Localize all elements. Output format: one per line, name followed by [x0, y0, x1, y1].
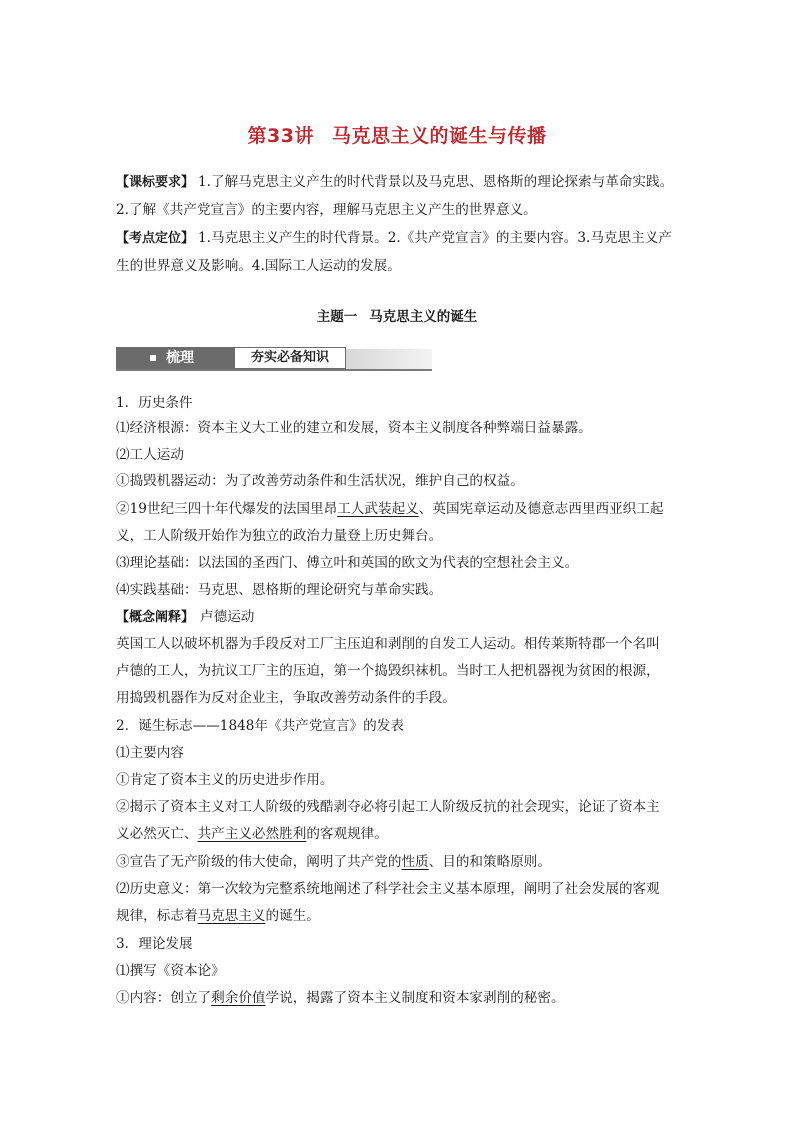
subject-heading: 主题一 马克思主义的诞生: [316, 309, 478, 325]
underlined-term: 共产主义必然胜利: [197, 826, 307, 842]
square-bullet-icon: [150, 355, 156, 361]
section-banner: [116, 347, 432, 371]
section-2-1b-line-1: ②揭示了资本主义对工人阶级的残酷剥夺必将引起工人阶级反抗的社会现实，论证了资本主: [116, 799, 660, 815]
concept-text-1: 英国工人以破坏机器为手段反对工厂主压迫和剥削的自发工人运动。相传莱斯特郡一个名叫: [116, 636, 660, 652]
lecture-number: 第33讲: [247, 125, 314, 147]
underlined-term: 剩余价值: [211, 990, 266, 1006]
section-3-heading: 3．理论发展: [116, 936, 193, 952]
exam-points-label: 【考点定位】: [116, 231, 195, 246]
banner-dark-tab: [116, 347, 234, 369]
section-2-1c: ③宣告了无产阶级的伟大使命，阐明了共产党的性质、目的和策略原则。: [116, 854, 551, 870]
concept-text-3: 用捣毁机器作为反对企业主，争取改善劳动条件的手段。: [116, 690, 456, 706]
requirements-label: 【课标要求】: [116, 175, 195, 190]
banner-light-label: 夯实必备知识: [234, 347, 346, 369]
banner-rule: [116, 369, 432, 371]
section-2-1: ⑴主要内容: [116, 745, 184, 761]
section-3-1a: ①内容：创立了剩余价值学说，揭露了资本主义制度和资本家剥削的秘密。: [116, 990, 565, 1006]
exam-points-line-1: 【考点定位】 1.马克思主义产生的时代背景。2.《共产党宣言》的主要内容。3.马克思主义产: [116, 230, 672, 246]
underlined-term: 性质: [401, 854, 429, 870]
section-2-2-line-1: ⑵历史意义：第一次较为完整系统地阐述了科学社会主义基本原理，阐明了社会发展的客观: [116, 881, 660, 897]
section-1-2: ⑵工人运动: [116, 447, 184, 463]
concept-term: 卢德运动: [200, 609, 255, 625]
section-1-3: ⑶理论基础：以法国的圣西门、傅立叶和英国的欧文为代表的空想社会主义。: [116, 555, 579, 571]
section-2-heading: 2．诞生标志——1848年《共产党宣言》的发表: [116, 718, 404, 734]
section-2-1b-line-2: 义必然灭亡、共产主义必然胜利的客观规律。: [116, 826, 388, 842]
section-2-1a: ①肯定了资本主义的历史进步作用。: [116, 772, 334, 788]
exam-points-line-2: 生的世界意义及影响。4.国际工人运动的发展。: [116, 258, 401, 274]
section-1-4: ⑷实践基础：马克思、恩格斯的理论研究与革命实践。: [116, 582, 443, 598]
banner-fade: [346, 349, 432, 369]
section-1-1: ⑴经济根源：资本主义大工业的建立和发展，资本主义制度各种弊端日益暴露。: [116, 420, 592, 436]
section-1-2b-line-2: 义，工人阶级开始作为独立的政治力量登上历史舞台。: [116, 528, 443, 544]
lecture-topic: 马克思主义的诞生与传播: [331, 125, 547, 147]
section-1-2b-line-1: ②19世纪三四十年代爆发的法国里昂工人武装起义、英国宪章运动及德意志西里西亚织工起: [116, 501, 664, 517]
concept-label: 【概念阐释】: [116, 610, 195, 625]
section-2-2-line-2: 规律，标志着马克思主义的诞生。: [116, 908, 320, 924]
requirements-line-1: 【课标要求】 1.了解马克思主义产生的时代背景以及马克思、恩格斯的理论探索与革命实践。: [116, 174, 674, 190]
section-1-2a: ①捣毁机器运动：为了改善劳动条件和生活状况，维护自己的权益。: [116, 473, 524, 489]
underlined-term: 马克思主义: [197, 908, 266, 924]
section-1-heading: 1．历史条件: [116, 395, 193, 411]
page-title: [0, 121, 794, 148]
banner-dark-label: 梳理: [166, 350, 194, 366]
requirements-line-2: 2.了解《共产党宣言》的主要内容，理解马克思主义产生的世界意义。: [116, 202, 537, 218]
concept-text-2: 卢德的工人，为抗议工厂主的压迫，第一个捣毁织袜机。当时工人把机器视为贫困的根源，: [116, 663, 660, 679]
underlined-term: 工人武装起义: [337, 501, 419, 517]
concept-heading: [116, 607, 254, 628]
section-3-1: ⑴撰写《资本论》: [116, 963, 225, 979]
